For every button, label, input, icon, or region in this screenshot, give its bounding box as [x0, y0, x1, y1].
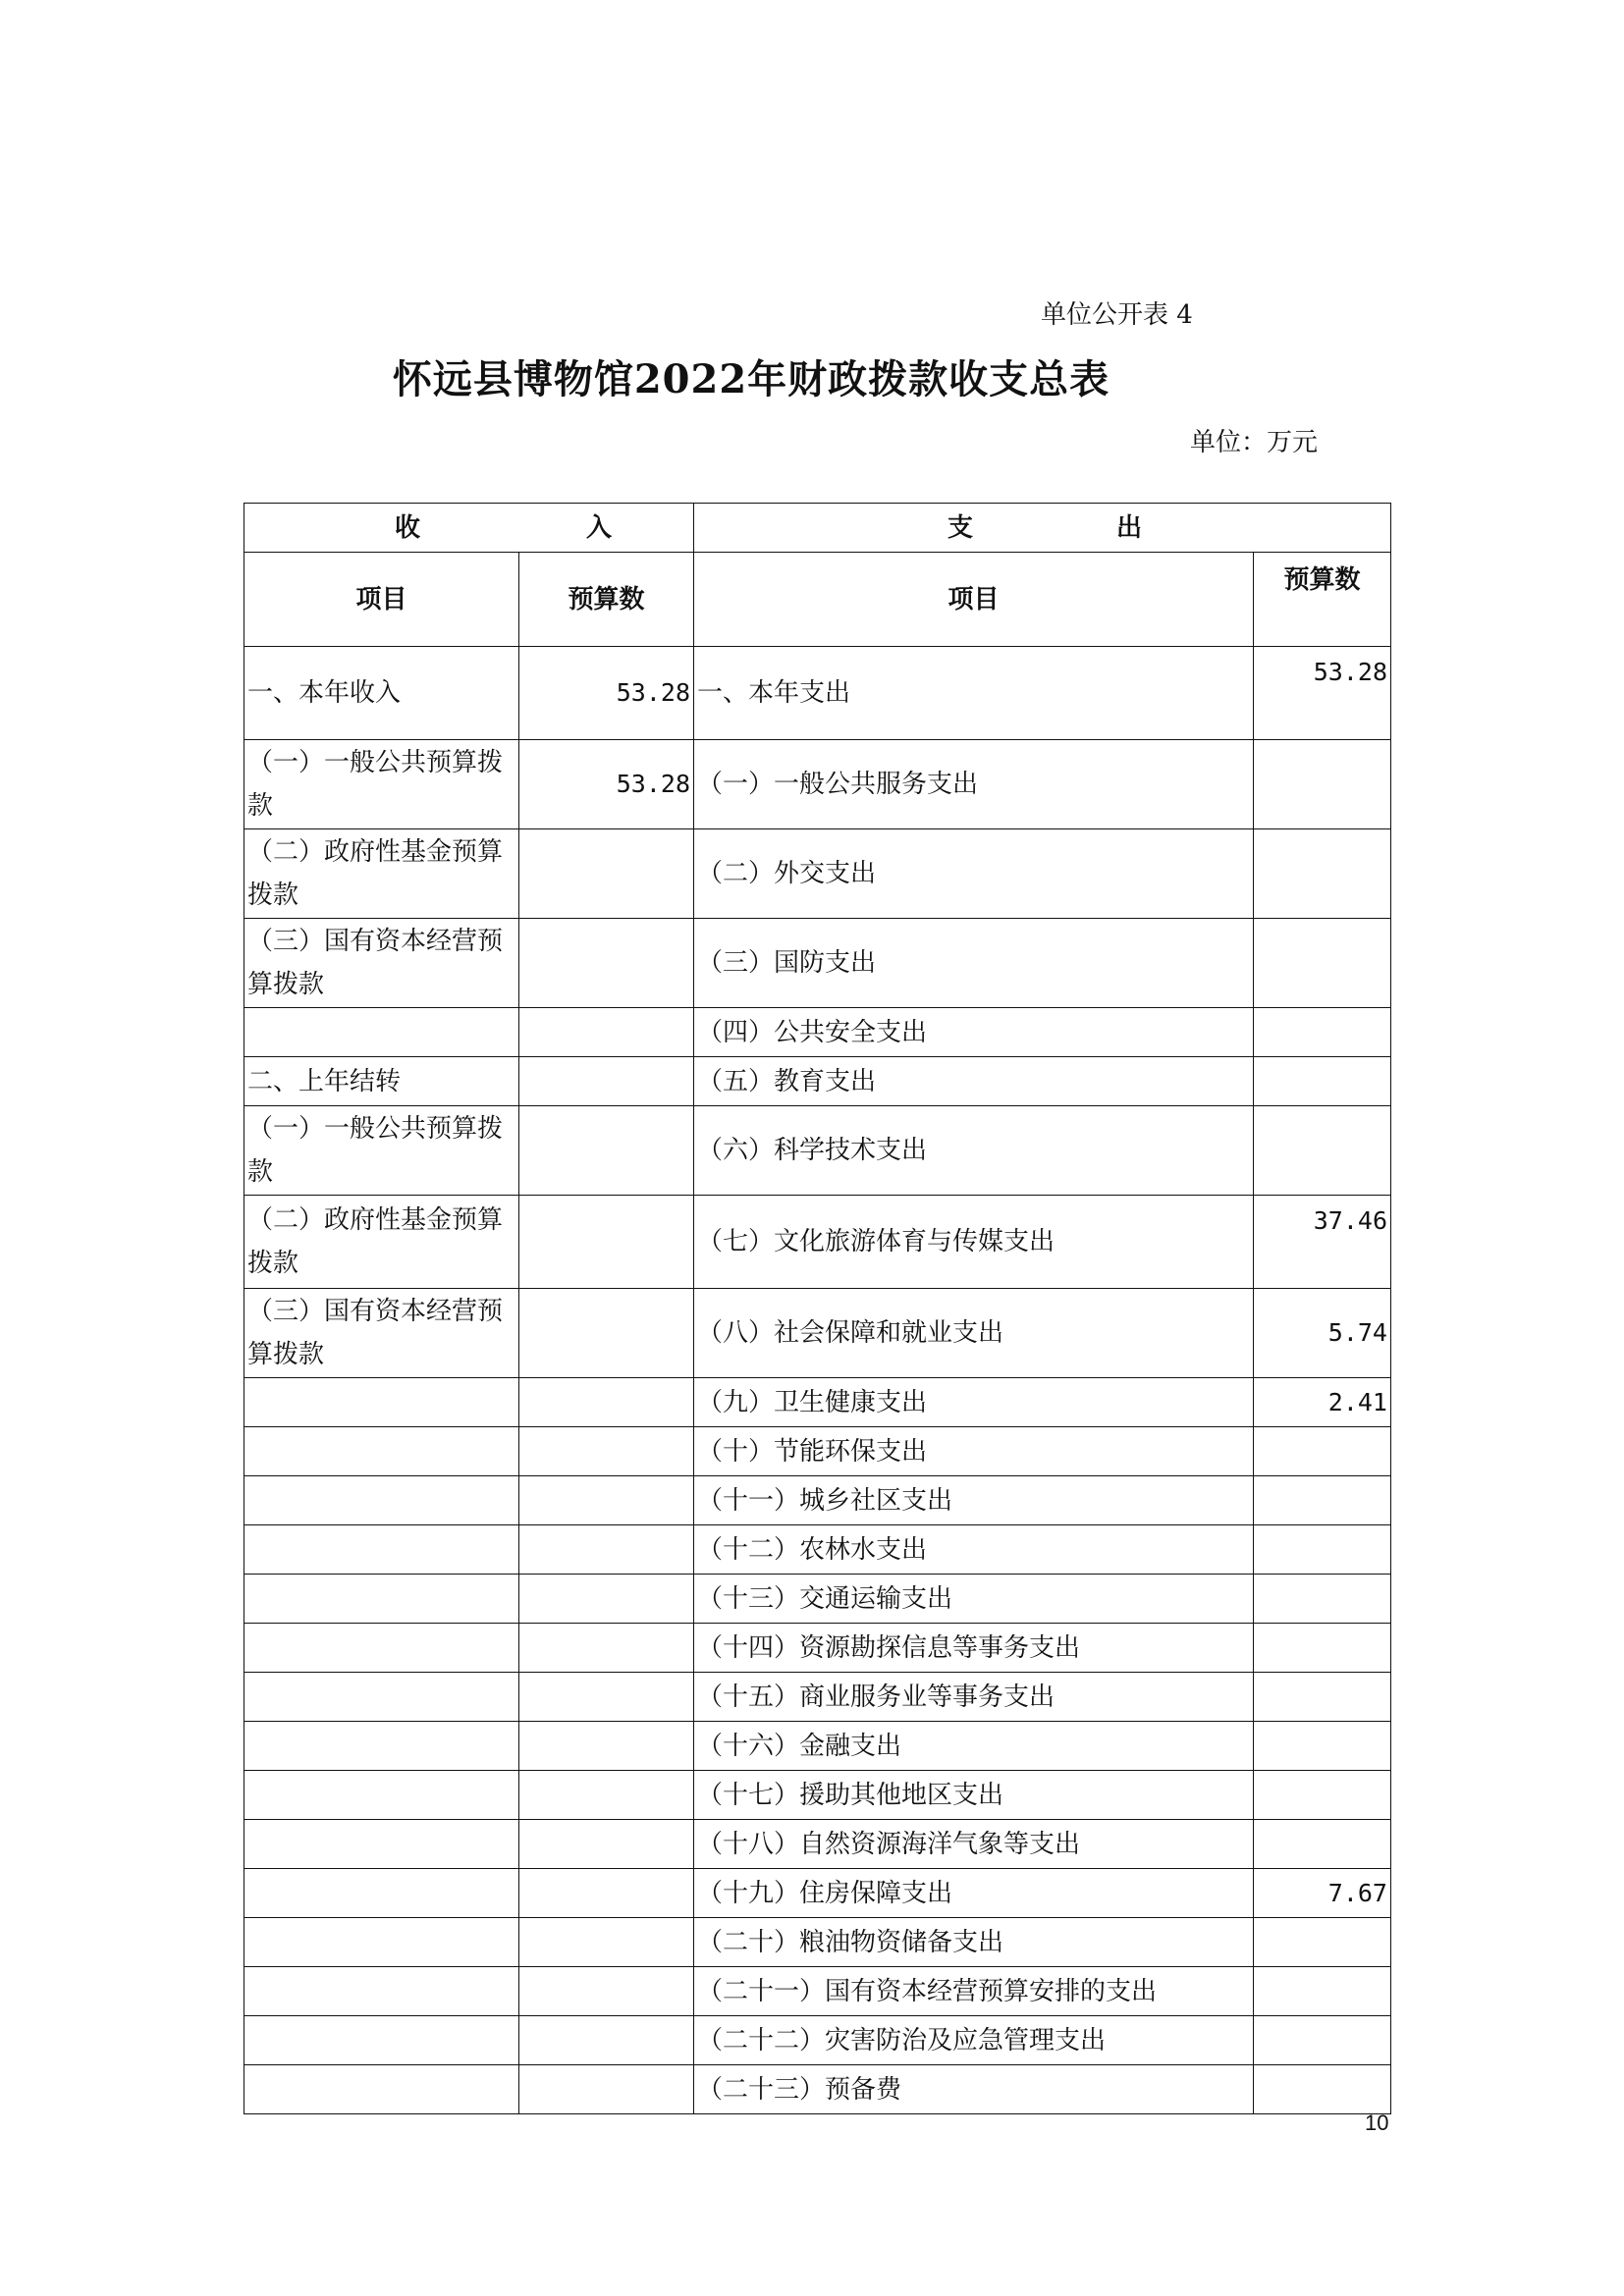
income-amount	[519, 1624, 694, 1673]
expense-amount: 5.74	[1254, 1289, 1391, 1378]
expense-amount: 7.67	[1254, 1869, 1391, 1918]
expense-item: （十一）城乡社区支出	[694, 1476, 1254, 1525]
expense-item: （二十）粮油物资储备支出	[694, 1918, 1254, 1967]
income-amount	[519, 1771, 694, 1820]
header-row-sub	[244, 553, 1391, 647]
table-row	[244, 1525, 1391, 1575]
expense-amount: 53.28	[1254, 647, 1391, 740]
expense-item: （十三）交通运输支出	[694, 1575, 1254, 1624]
expense-item: （三）国防支出	[694, 919, 1254, 1008]
expense-item: （一）一般公共服务支出	[694, 740, 1254, 829]
income-item: 一、本年收入	[244, 647, 519, 740]
header-row-main	[244, 504, 1391, 553]
income-item	[244, 1722, 519, 1771]
income-header	[244, 504, 694, 553]
income-amount	[519, 1869, 694, 1918]
expense-amount	[1254, 1008, 1391, 1057]
expense-item-header: 项目	[694, 553, 1254, 647]
expense-amount	[1254, 1427, 1391, 1476]
table-row	[244, 647, 1391, 740]
table-row	[244, 1378, 1391, 1427]
table-row	[244, 1918, 1391, 1967]
income-amount	[519, 1918, 694, 1967]
income-item	[244, 1869, 519, 1918]
income-amount	[519, 1820, 694, 1869]
expense-item: （十二）农林水支出	[694, 1525, 1254, 1575]
income-amount	[519, 1057, 694, 1106]
expense-amount: 2.41	[1254, 1378, 1391, 1427]
expense-amount	[1254, 740, 1391, 829]
income-amount	[519, 2016, 694, 2065]
table-row	[244, 1106, 1391, 1196]
table-row	[244, 1427, 1391, 1476]
expense-amount	[1254, 1057, 1391, 1106]
income-budget-header: 预算数	[519, 553, 694, 647]
expense-item: （十九）住房保障支出	[694, 1869, 1254, 1918]
table-row	[244, 1196, 1391, 1289]
expense-item: （六）科学技术支出	[694, 1106, 1254, 1196]
table-row	[244, 1673, 1391, 1722]
expense-amount	[1254, 919, 1391, 1008]
income-amount	[519, 1289, 694, 1378]
income-item	[244, 1771, 519, 1820]
income-item	[244, 1575, 519, 1624]
expense-header	[694, 504, 1391, 553]
expense-amount	[1254, 1967, 1391, 2016]
income-amount: 53.28	[519, 647, 694, 740]
expense-amount	[1254, 1820, 1391, 1869]
expense-item: （十八）自然资源海洋气象等支出	[694, 1820, 1254, 1869]
income-item: （一）一般公共预算拨款	[244, 1106, 519, 1196]
income-item: （二）政府性基金预算拨款	[244, 829, 519, 919]
income-item-header: 项目	[244, 553, 519, 647]
expense-amount	[1254, 1771, 1391, 1820]
income-amount	[519, 1575, 694, 1624]
expense-amount	[1254, 2016, 1391, 2065]
expense-amount	[1254, 1918, 1391, 1967]
table-row	[244, 1575, 1391, 1624]
income-item: （一）一般公共预算拨款	[244, 740, 519, 829]
expense-item: （九）卫生健康支出	[694, 1378, 1254, 1427]
expense-item: （二）外交支出	[694, 829, 1254, 919]
income-amount	[519, 919, 694, 1008]
budget-table	[244, 503, 1391, 2114]
income-amount	[519, 1476, 694, 1525]
income-item	[244, 1918, 519, 1967]
expense-item: （七）文化旅游体育与传媒支出	[694, 1196, 1254, 1289]
table-row	[244, 1771, 1391, 1820]
table-row	[244, 2016, 1391, 2065]
page-number: 10	[1365, 2110, 1389, 2135]
expense-amount	[1254, 1106, 1391, 1196]
page-title: 怀远县博物馆2022年财政拨款收支总表	[392, 356, 1110, 402]
income-item	[244, 1008, 519, 1057]
expense-amount	[1254, 1673, 1391, 1722]
expense-item: （二十三）预备费	[694, 2065, 1254, 2114]
expense-budget-header: 预算数	[1254, 553, 1391, 647]
income-amount	[519, 1427, 694, 1476]
income-item	[244, 1967, 519, 2016]
expense-amount	[1254, 1624, 1391, 1673]
expense-amount	[1254, 1722, 1391, 1771]
income-item	[244, 2065, 519, 2114]
expense-amount: 37.46	[1254, 1196, 1391, 1289]
table-row	[244, 1722, 1391, 1771]
income-item	[244, 1525, 519, 1575]
expense-item: （五）教育支出	[694, 1057, 1254, 1106]
expense-item: （十七）援助其他地区支出	[694, 1771, 1254, 1820]
income-amount	[519, 1722, 694, 1771]
table-row	[244, 740, 1391, 829]
income-item: （三）国有资本经营预算拨款	[244, 1289, 519, 1378]
income-item: 二、上年结转	[244, 1057, 519, 1106]
income-item	[244, 1820, 519, 1869]
expense-amount	[1254, 829, 1391, 919]
income-header-a: 收	[395, 512, 421, 543]
expense-item: （八）社会保障和就业支出	[694, 1289, 1254, 1378]
table-label: 单位公开表 4	[1041, 300, 1193, 330]
table-row	[244, 1624, 1391, 1673]
income-amount	[519, 1967, 694, 2016]
expense-amount	[1254, 2065, 1391, 2114]
income-item	[244, 1427, 519, 1476]
expense-amount	[1254, 1575, 1391, 1624]
income-amount	[519, 1196, 694, 1289]
income-amount	[519, 1008, 694, 1057]
income-amount	[519, 2065, 694, 2114]
unit-label: 单位：万元	[1190, 428, 1319, 457]
table-row	[244, 1820, 1391, 1869]
income-item	[244, 1624, 519, 1673]
income-amount	[519, 829, 694, 919]
income-amount	[519, 1673, 694, 1722]
expense-amount	[1254, 1525, 1391, 1575]
income-item	[244, 1476, 519, 1525]
income-item: （二）政府性基金预算拨款	[244, 1196, 519, 1289]
income-amount	[519, 1525, 694, 1575]
table-row	[244, 2065, 1391, 2114]
expense-item: 一、本年支出	[694, 647, 1254, 740]
expense-item: （十四）资源勘探信息等事务支出	[694, 1624, 1254, 1673]
table-row	[244, 1476, 1391, 1525]
income-header-b: 入	[585, 512, 612, 543]
income-item: （三）国有资本经营预算拨款	[244, 919, 519, 1008]
table-row	[244, 1869, 1391, 1918]
table-row	[244, 1967, 1391, 2016]
expense-item: （十五）商业服务业等事务支出	[694, 1673, 1254, 1722]
table-row	[244, 1008, 1391, 1057]
table-row	[244, 919, 1391, 1008]
table-row	[244, 1289, 1391, 1378]
expense-item: （二十一）国有资本经营预算安排的支出	[694, 1967, 1254, 2016]
income-amount: 53.28	[519, 740, 694, 829]
income-item	[244, 1378, 519, 1427]
expense-amount	[1254, 1476, 1391, 1525]
income-amount	[519, 1378, 694, 1427]
table-row	[244, 1057, 1391, 1106]
table-row	[244, 829, 1391, 919]
expense-header-a: 支	[947, 512, 974, 543]
income-amount	[519, 1106, 694, 1196]
expense-item: （十六）金融支出	[694, 1722, 1254, 1771]
income-item	[244, 2016, 519, 2065]
expense-header-b: 出	[1115, 512, 1142, 543]
expense-item: （二十二）灾害防治及应急管理支出	[694, 2016, 1254, 2065]
income-item	[244, 1673, 519, 1722]
expense-item: （十）节能环保支出	[694, 1427, 1254, 1476]
expense-item: （四）公共安全支出	[694, 1008, 1254, 1057]
